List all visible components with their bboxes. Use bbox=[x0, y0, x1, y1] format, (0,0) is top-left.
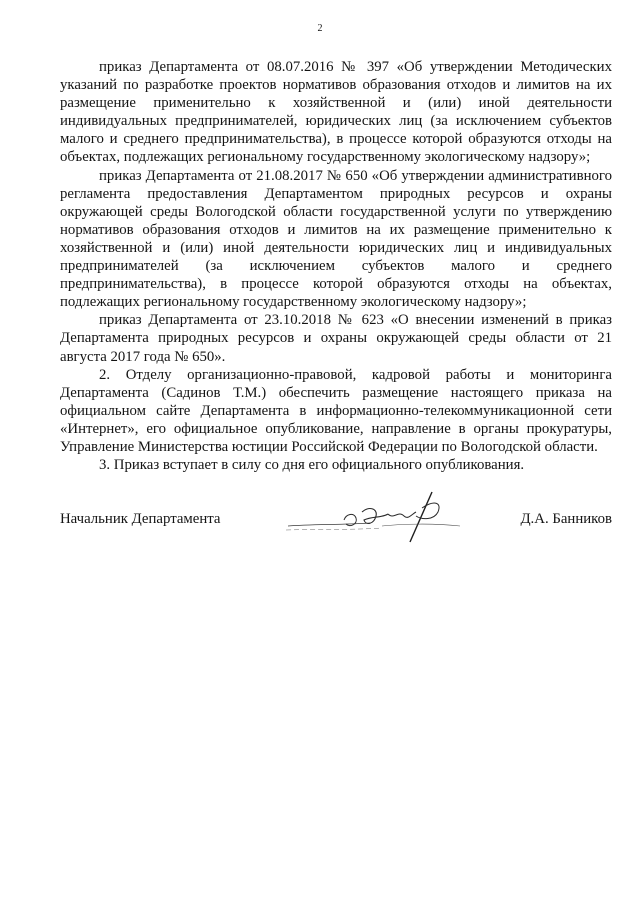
paragraph-order-623: приказ Департамента от 23.10.2018 № 623 «О внесении изменений в приказ Департамента природных ресурсов и охраны окружающей среды области от 21 августа 2017 года № 650». bbox=[60, 312, 612, 365]
page-number: 2 bbox=[317, 23, 323, 34]
paragraph-order-650: приказ Департамента от 21.08.2017 № 650 «Об утверждении административного регламента предоставления Департаментом природных ресурсов и охраны окружающей среды Вологодской области государственной услуги по утверждению нормативов образования отходов и лимитов на их размещение применительно к хозяйственной и (или) иной деятельности юридических лиц и индивидуальных предпринимателей (за исключением субъектов малого и среднего предпринимательства), в процессе которой образуются отходы на объектах, подлежащих региональному государственному экологическому надзору»; bbox=[60, 167, 612, 311]
paragraph-item-3: 3. Приказ вступает в силу со дня его официального опубликования. bbox=[99, 457, 525, 474]
document-body bbox=[60, 58, 612, 474]
paragraph-item-2: 2. Отделу организационно-правовой, кадровой работы и мониторинга Департамента (Садинов Т.М.) обеспечить размещение настоящего приказа на официальном сайте Департамента в информационно-телекоммуникационной сети «Интернет», его официальное опубликование, направление в органы прокуратуры, Управление Министерства юстиции Российской Федерации по Вологодской области. bbox=[60, 366, 612, 455]
signatory-name: Д.А. Банников bbox=[520, 511, 612, 527]
signatory-title: Начальник Департамента bbox=[60, 511, 221, 527]
signature-block bbox=[60, 502, 612, 542]
handwritten-signature bbox=[282, 490, 472, 546]
paragraph-order-397: приказ Департамента от 08.07.2016 № 397 «Об утверждении Методических указаний по разработке проектов нормативов образования отходов и лимитов на их размещение применительно к хозяйственной и (или) иной деятельности индивидуальных предпринимателей, юридических лиц (за исключением субъектов малого и среднего предпринимательства), в процессе которой образуются отходы на объектах, подлежащих региональному государственному экологическому надзору»; bbox=[60, 59, 612, 166]
